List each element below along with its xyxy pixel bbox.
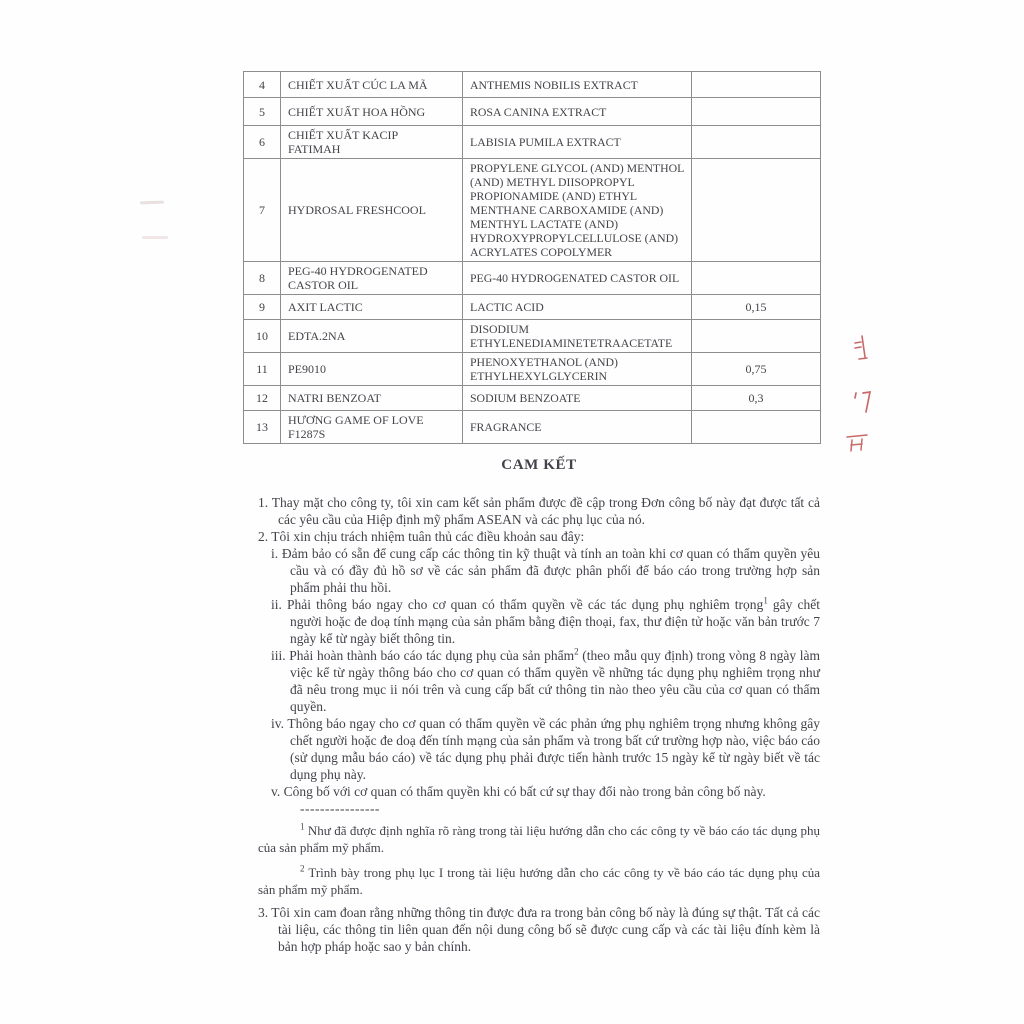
superscript-footnote-ref: 1: [300, 821, 305, 832]
superscript-footnote-ref: 2: [300, 863, 305, 874]
item-label: 2.: [258, 529, 272, 544]
commitment-roman-item: iii. Phải hoàn thành báo cáo tác dụng phụ của sản phẩm$^2$ (theo mẫu quy định) trong vòng 8 ngày làm việc kể từ ngày thông báo cho cơ quan có thẩm quyền về những tác dụng phụ nghiêm trọng như đã nêu trong mục ii nói trên và cung cấp bất cứ thông tin nào theo yêu cầu của cơ quan có thẩm quyền.: [271, 646, 820, 714]
cell-ingredient-vn: PE9010: [281, 353, 463, 386]
red-pen-mark-icon: [852, 389, 875, 416]
cell-percentage: 0,75: [692, 353, 821, 386]
table-row: [244, 72, 821, 98]
cell-no: 13: [244, 411, 281, 444]
commitment-footnote-item: $^2$ Trình bày trong phụ lục I trong tài liệu hướng dẫn cho các công ty về báo cáo tác dụng phụ của sản phẩm mỹ phẩm.: [258, 863, 820, 897]
commitment-heading: CAM KẾT: [501, 457, 577, 473]
table-row: [244, 353, 821, 386]
item-label: v.: [271, 784, 284, 799]
commitment-section: [258, 457, 820, 955]
cell-ingredient-vn: AXIT LACTIC: [281, 295, 463, 320]
commitment-num-item: 1. Thay mặt cho công ty, tôi xin cam kết sản phẩm được đề cập trong Đơn công bố này đạt được tất cả các yêu cầu của Hiệp định mỹ phẩm ASEAN và các phụ lục của nó.: [258, 495, 820, 527]
cell-no: 10: [244, 320, 281, 353]
superscript-footnote-ref: 2: [574, 646, 579, 657]
ingredients-table: [243, 71, 821, 444]
cell-ingredient-vn: HƯƠNG GAME OF LOVE F1287S: [281, 411, 463, 444]
cell-no: 12: [244, 386, 281, 411]
cell-percentage: 0,15: [692, 295, 821, 320]
table-row: [244, 295, 821, 320]
table-row: [244, 98, 821, 126]
cell-ingredient-vn: NATRI BENZOAT: [281, 386, 463, 411]
item-label: 1.: [258, 495, 272, 510]
item-label: iv.: [271, 716, 288, 731]
cell-ingredient-vn: CHIẾT XUẤT CÚC LA MÃ: [281, 72, 463, 98]
table-row: [244, 126, 821, 159]
commitment-body: [258, 494, 820, 955]
cell-percentage: [692, 72, 821, 98]
cell-no: 7: [244, 159, 281, 262]
ingredients-table-body: [244, 72, 821, 444]
table-row: [244, 386, 821, 411]
cell-inci-name: ANTHEMIS NOBILIS EXTRACT: [463, 72, 692, 98]
cell-inci-name: PEG-40 HYDROGENATED CASTOR OIL: [463, 262, 692, 295]
cell-inci-name: LABISIA PUMILA EXTRACT: [463, 126, 692, 159]
item-label: 3.: [258, 905, 272, 920]
cell-no: 11: [244, 353, 281, 386]
cell-percentage: [692, 262, 821, 295]
commitment-num-item: 2. Tôi xin chịu trách nhiệm tuân thủ các điều khoản sau đây:: [258, 529, 585, 544]
item-label: i.: [271, 546, 282, 561]
cell-no: 9: [244, 295, 281, 320]
cell-percentage: [692, 98, 821, 126]
cell-percentage: [692, 320, 821, 353]
cell-inci-name: LACTIC ACID: [463, 295, 692, 320]
cell-ingredient-vn: EDTA.2NA: [281, 320, 463, 353]
table-row: [244, 411, 821, 444]
item-label: iii.: [271, 648, 290, 663]
cell-ingredient-vn: CHIẾT XUẤT HOA HỒNG: [281, 98, 463, 126]
cell-percentage: 0,3: [692, 386, 821, 411]
cell-percentage: [692, 126, 821, 159]
commitment-num-item: 3. Tôi xin cam đoan rằng những thông tin được đưa ra trong bản công bố này là đúng sự thật. Tất cả các tài liệu, các thông tin liên quan đến nội dung công bố sẽ được cung cấp và các tài liệu đính kèm là bản hợp pháp hoặc sao y bản chính.: [258, 905, 820, 954]
cell-inci-name: PROPYLENE GLYCOL (AND) MENTHOL (AND) METHYL DIISOPROPYL PROPIONAMIDE (AND) ETHYL MENTHANE CARBOXAMIDE (AND) MENTHYL LACTATE (AND) HYDROXYPROPYLCELLULOSE (AND) ACRYLATES COPOLYMER: [463, 159, 692, 262]
table-row: [244, 262, 821, 295]
scan-artifact: [142, 236, 168, 239]
cell-no: 8: [244, 262, 281, 295]
cell-inci-name: FRAGRANCE: [463, 411, 692, 444]
cell-no: 6: [244, 126, 281, 159]
cell-percentage: [692, 159, 821, 262]
scan-artifact: [140, 201, 164, 205]
commitment-separator-item: ----------------: [300, 801, 380, 816]
superscript-footnote-ref: 1: [763, 595, 768, 606]
cell-no: 5: [244, 98, 281, 126]
commitment-roman-item: v. Công bố với cơ quan có thẩm quyền khi có bất cứ sự thay đổi nào trong bản công bố này.: [271, 784, 766, 799]
cell-inci-name: PHENOXYETHANOL (AND) ETHYLHEXYLGLYCERIN: [463, 353, 692, 386]
table-row: [244, 159, 821, 262]
cell-inci-name: SODIUM BENZOATE: [463, 386, 692, 411]
cell-ingredient-vn: PEG-40 HYDROGENATED CASTOR OIL: [281, 262, 463, 295]
commitment-roman-item: iv. Thông báo ngay cho cơ quan có thẩm quyền về các phản ứng phụ nghiêm trọng nhưng không gây chết người hoặc đe doạ đến tính mạng của sản phẩm và trong bất cứ trường hợp nào, việc báo cáo (sử dụng mẫu báo cáo) về tác dụng phụ phải được tiến hành trước 15 ngày kể từ ngày biết về tác dụng phụ này.: [271, 716, 820, 782]
cell-ingredient-vn: HYDROSAL FRESHCOOL: [281, 159, 463, 262]
commitment-footnote-item: $^1$ Như đã được định nghĩa rõ ràng trong tài liệu hướng dẫn cho các công ty về báo cáo tác dụng phụ của sản phẩm mỹ phẩm.: [258, 821, 820, 855]
commitment-roman-item: ii. Phải thông báo ngay cho cơ quan có thẩm quyền về các tác dụng phụ nghiêm trọng$^1$ gây chết người hoặc đe doạ tính mạng của sản phẩm bằng điện thoại, fax, thư điện tử hoặc văn bản trước 7 ngày kể từ ngày biết thông tin.: [271, 595, 820, 646]
cell-ingredient-vn: CHIẾT XUẤT KACIP FATIMAH: [281, 126, 463, 159]
red-pen-mark-icon: [853, 334, 870, 361]
item-label: ii.: [271, 597, 287, 612]
cell-percentage: [692, 411, 821, 444]
cell-inci-name: ROSA CANINA EXTRACT: [463, 98, 692, 126]
cell-no: 4: [244, 72, 281, 98]
cell-inci-name: DISODIUM ETHYLENEDIAMINETETRAACETATE: [463, 320, 692, 353]
red-pen-mark-icon: [846, 433, 869, 454]
commitment-roman-item: i. Đảm bảo có sẵn để cung cấp các thông tin kỹ thuật và tính an toàn khi cơ quan có thẩm quyền yêu cầu và có đầy đủ hồ sơ về các sản phẩm đã được phân phối để báo cáo trong trường hợp sản phẩm phải thu hồi.: [271, 546, 820, 595]
table-row: [244, 320, 821, 353]
